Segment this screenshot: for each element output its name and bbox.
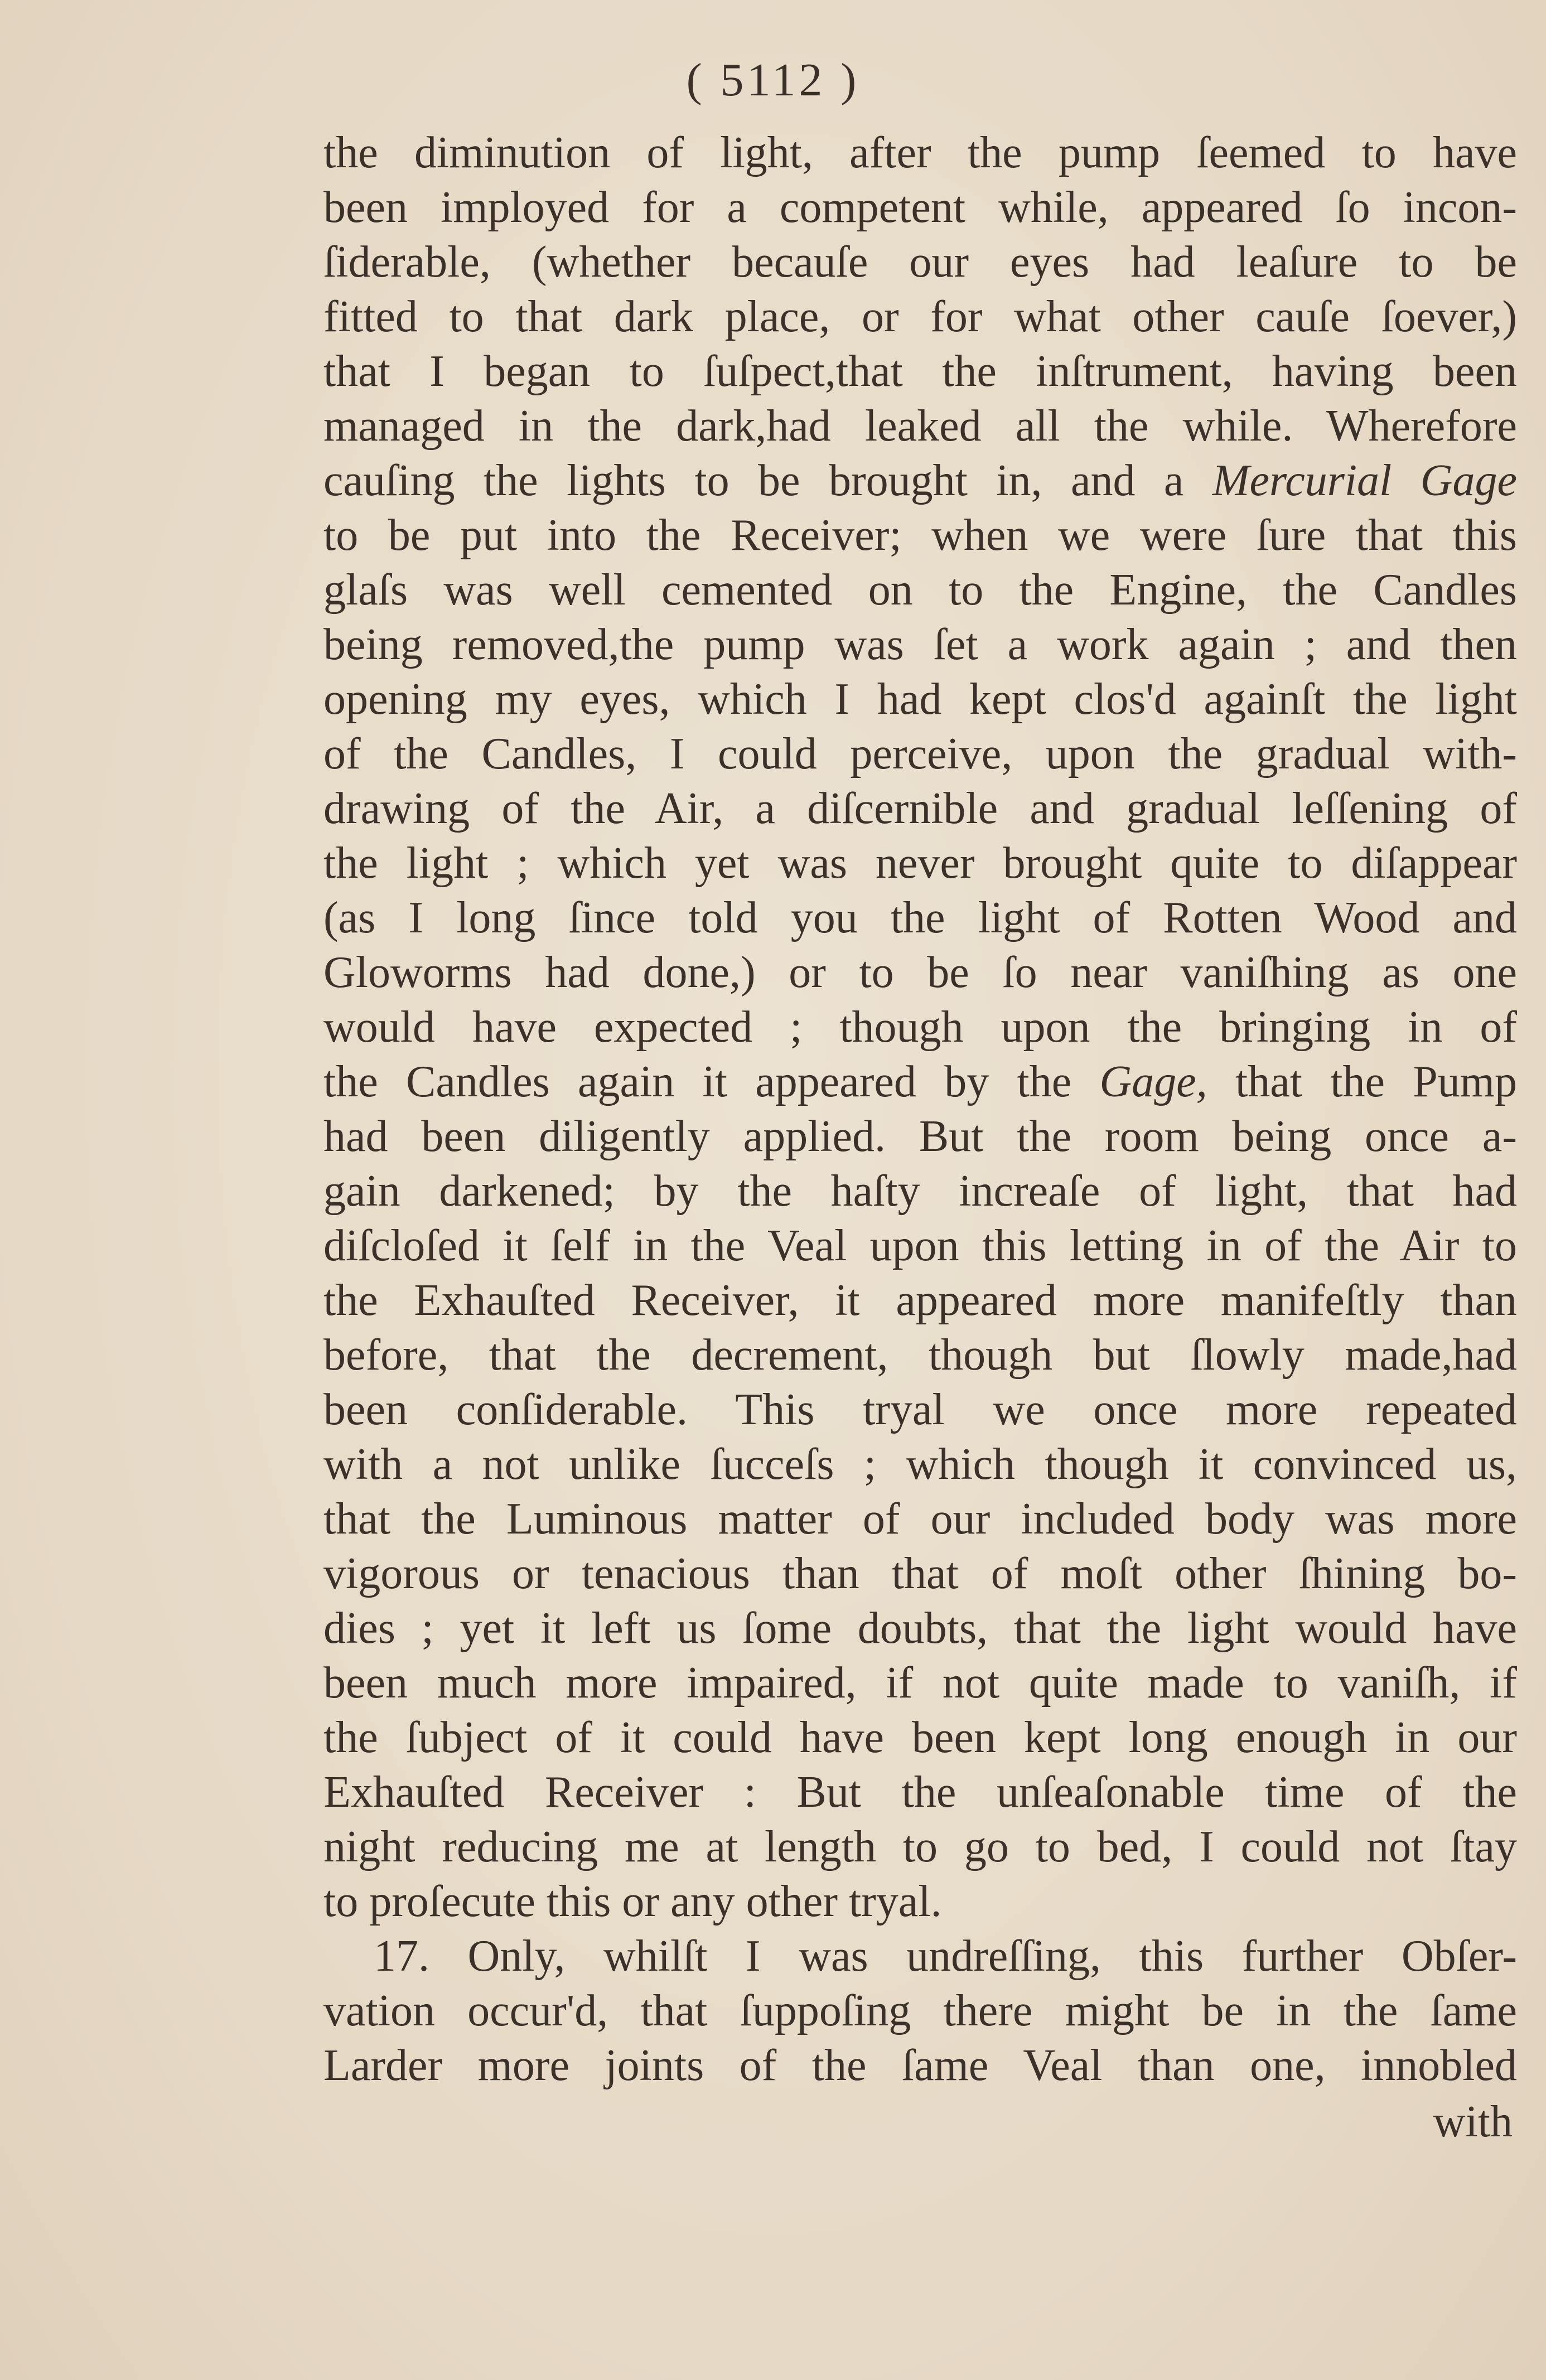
text-line (323, 1000, 1517, 1054)
text-line (323, 1437, 1517, 1492)
text-segment: would have expected ; though upon the bringing in of (323, 1003, 1517, 1052)
italic-text: Mercurial Gage (1212, 456, 1518, 505)
text-line (323, 1656, 1517, 1710)
text-segment: Larder more joints of the ſame Veal than one, innobled (323, 2041, 1517, 2090)
text-segment: Exhauſted Receiver : But the unſeaſonable time of the (323, 1768, 1517, 1817)
text-line (323, 727, 1517, 781)
text-line (323, 2038, 1517, 2093)
text-segment: the ſubject of it could have been kept long enough in our (323, 1713, 1517, 1762)
text-line (323, 1273, 1517, 1328)
text-line (323, 1054, 1517, 1109)
text-segment: fitted to that dark place, or for what other cauſe ſoever,) (323, 292, 1517, 341)
text-segment: the Candles again it appeared by the (323, 1057, 1100, 1106)
text-line (323, 1546, 1517, 1601)
text-segment: managed in the dark,had leaked all the while. Wherefore (323, 401, 1517, 451)
text-line (323, 1164, 1517, 1218)
text-line (323, 1382, 1517, 1437)
text-line (323, 453, 1517, 508)
text-segment: to be put into the Receiver; when we were ſure that this (323, 511, 1517, 560)
text-line (323, 1929, 1517, 1984)
text-segment: been imployed for a competent while, appeared ſo incon- (323, 183, 1517, 232)
text-line (323, 508, 1517, 563)
text-segment: that the Luminous matter of our included body was more (323, 1494, 1517, 1544)
catchword: with (1433, 2097, 1513, 2146)
page-number: ( 5112 ) (686, 54, 860, 106)
text-segment: drawing of the Air, a diſcernible and gradual leſſening of (323, 784, 1517, 833)
text-segment: gain darkened; by the haſty increaſe of light, that had (323, 1167, 1517, 1216)
text-segment: (as I long ſince told you the light of Rotten Wood and (323, 893, 1517, 942)
text-segment: vigorous or tenacious than that of moſt other ſhining bo- (323, 1549, 1517, 1598)
text-segment: diſcloſed it ſelf in the Veal upon this letting in of the Air to (323, 1221, 1517, 1270)
text-segment: to proſecute this or any other tryal. (323, 1877, 942, 1926)
text-line (323, 1601, 1517, 1656)
text-segment: that I began to ſuſpect,that the inſtrument, having been (323, 347, 1517, 396)
text-segment: the diminution of light, after the pump ſeemed to have (323, 128, 1517, 177)
italic-text: Gage, (1099, 1057, 1207, 1106)
text-segment: had been diligently applied. But the room being once a- (323, 1112, 1517, 1161)
text-segment: opening my eyes, which I had kept clos'd againſt the light (323, 675, 1517, 724)
text-segment: Gloworms had done,) or to be ſo near vaniſhing as one (323, 948, 1517, 997)
text-segment: 17. Only, whilſt I was undreſſing, this further Obſer- (374, 1932, 1517, 1981)
text-line (323, 1820, 1517, 1874)
text-segment: before, that the decrement, though but ſlowly made,had (323, 1331, 1517, 1380)
text-line (323, 563, 1517, 617)
text-line (323, 836, 1517, 891)
text-segment: with a not unlike ſucceſs ; which though it convinced us, (323, 1440, 1517, 1489)
text-segment: vation occur'd, that ſuppoſing there might be in the ſame (323, 1986, 1517, 2035)
text-line (323, 180, 1517, 235)
text-line (323, 945, 1517, 1000)
text-line (323, 289, 1517, 344)
page-body-text (323, 125, 1517, 2093)
text-line (323, 1984, 1517, 2038)
text-line (323, 672, 1517, 727)
text-line (323, 1218, 1517, 1273)
text-line (323, 781, 1517, 836)
text-segment: been conſiderable. This tryal we once more repeated (323, 1385, 1517, 1434)
text-line (323, 1874, 1517, 1929)
text-segment: cauſing the lights to be brought in, and a (323, 456, 1212, 505)
text-line (323, 235, 1517, 289)
text-segment: been much more impaired, if not quite made to vaniſh, if (323, 1658, 1517, 1707)
text-segment: glaſs was well cemented on to the Engine, the Candles (323, 565, 1517, 615)
text-segment: the Exhauſted Receiver, it appeared more manifeſtly than (323, 1276, 1517, 1325)
text-segment: dies ; yet it left us ſome doubts, that the light would have (323, 1604, 1517, 1653)
text-line (323, 1710, 1517, 1765)
text-segment: the light ; which yet was never brought quite to diſappear (323, 839, 1517, 888)
text-segment: of the Candles, I could perceive, upon the gradual with- (323, 729, 1517, 778)
text-line (323, 399, 1517, 453)
text-line (323, 1765, 1517, 1820)
text-line (323, 891, 1517, 945)
text-line (323, 617, 1517, 672)
text-line (323, 125, 1517, 180)
text-line (323, 1109, 1517, 1164)
text-segment: ſiderable, (whether becauſe our eyes had leaſure to be (323, 238, 1517, 287)
text-line (323, 1492, 1517, 1546)
text-line (323, 1328, 1517, 1382)
text-segment: night reducing me at length to go to bed, I could not ſtay (323, 1822, 1517, 1871)
text-segment: being removed,the pump was ſet a work again ; and then (323, 620, 1517, 669)
text-line (323, 344, 1517, 399)
text-segment: that the Pump (1207, 1057, 1517, 1106)
